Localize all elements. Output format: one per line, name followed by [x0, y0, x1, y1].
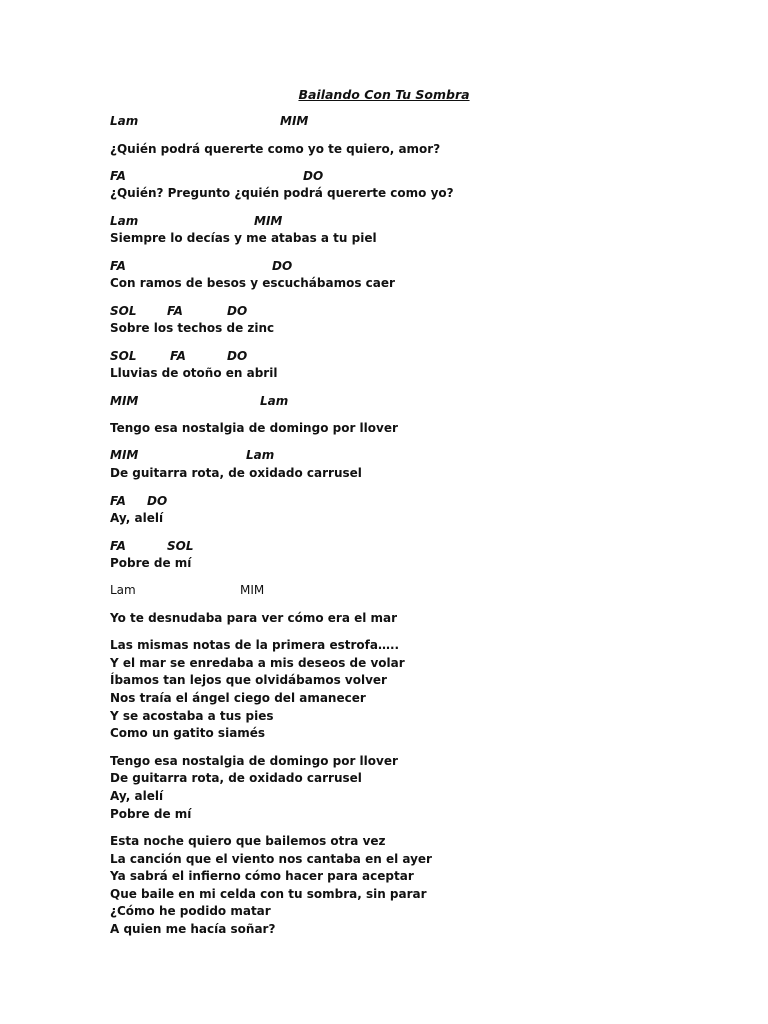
chord: DO	[272, 259, 293, 273]
chord: DO	[227, 304, 248, 318]
chord: FA	[167, 304, 183, 318]
lyric-line: Y se acostaba a tus pies	[110, 709, 274, 723]
lyric-line: Nos traía el ángel ciego del amanecer	[110, 691, 366, 705]
lyric-line: Ay, alelí	[110, 789, 164, 803]
lyric-line: Siempre lo decías y me atabas a tu piel	[110, 231, 377, 245]
chord: Lam	[110, 583, 136, 597]
lyric-line: ¿Quién podrá quererte como yo te quiero, amor?	[110, 142, 441, 156]
chord: DO	[147, 494, 168, 508]
lyric-line: La canción que el viento nos cantaba en el ayer	[110, 852, 432, 866]
lyric-line: ¿Quién? Pregunto ¿quién podrá quererte como yo?	[110, 186, 454, 200]
chord: MIM	[240, 583, 265, 597]
chord: MIM	[110, 394, 139, 408]
chord: Lam	[260, 394, 289, 408]
lyric-line: Con ramos de besos y escuchábamos caer	[110, 276, 395, 290]
chord: MIM	[280, 114, 309, 128]
chord: SOL	[110, 304, 137, 318]
lyric-line: De guitarra rota, de oxidado carrusel	[110, 771, 362, 785]
lyric-line: De guitarra rota, de oxidado carrusel	[110, 466, 362, 480]
lyric-line: Íbamos tan lejos que olvidábamos volver	[110, 673, 387, 687]
chord: FA	[170, 349, 186, 363]
chord: FA	[110, 494, 126, 508]
lyric-line: Lluvias de otoño en abril	[110, 366, 278, 380]
chord: MIM	[254, 214, 283, 228]
lyric-line: A quien me hacía soñar?	[110, 922, 276, 936]
lyric-line: Pobre de mí	[110, 556, 192, 570]
chord: MIM	[110, 448, 139, 462]
chord: Lam	[110, 214, 139, 228]
song-title: Bailando Con Tu Sombra	[298, 87, 470, 102]
chord: FA	[110, 169, 126, 183]
lyric-line: Como un gatito siamés	[110, 726, 266, 740]
chord: DO	[227, 349, 248, 363]
chord: Lam	[246, 448, 275, 462]
chord: SOL	[167, 539, 194, 553]
lyric-line: Esta noche quiero que bailemos otra vez	[110, 834, 386, 848]
lyric-line: Tengo esa nostalgia de domingo por llover	[110, 754, 398, 768]
chord: FA	[110, 259, 126, 273]
chord: SOL	[110, 349, 137, 363]
lyric-line: Tengo esa nostalgia de domingo por llover	[110, 421, 398, 435]
lyric-line: Ya sabrá el infierno cómo hacer para aceptar	[110, 869, 414, 883]
chord: DO	[303, 169, 324, 183]
lyric-line: Que baile en mi celda con tu sombra, sin parar	[110, 887, 427, 901]
lyric-line: ¿Cómo he podido matar	[110, 904, 271, 918]
chord: FA	[110, 539, 126, 553]
lyric-line: Y el mar se enredaba a mis deseos de volar	[110, 656, 405, 670]
lyric-line: Yo te desnudaba para ver cómo era el mar	[110, 611, 398, 625]
lyric-line: Sobre los techos de zinc	[110, 321, 275, 335]
lyric-line: Las mismas notas de la primera estrofa…..	[110, 638, 400, 652]
lyric-line: Pobre de mí	[110, 807, 192, 821]
lyric-line: Ay, alelí	[110, 511, 164, 525]
chord: Lam	[110, 114, 139, 128]
